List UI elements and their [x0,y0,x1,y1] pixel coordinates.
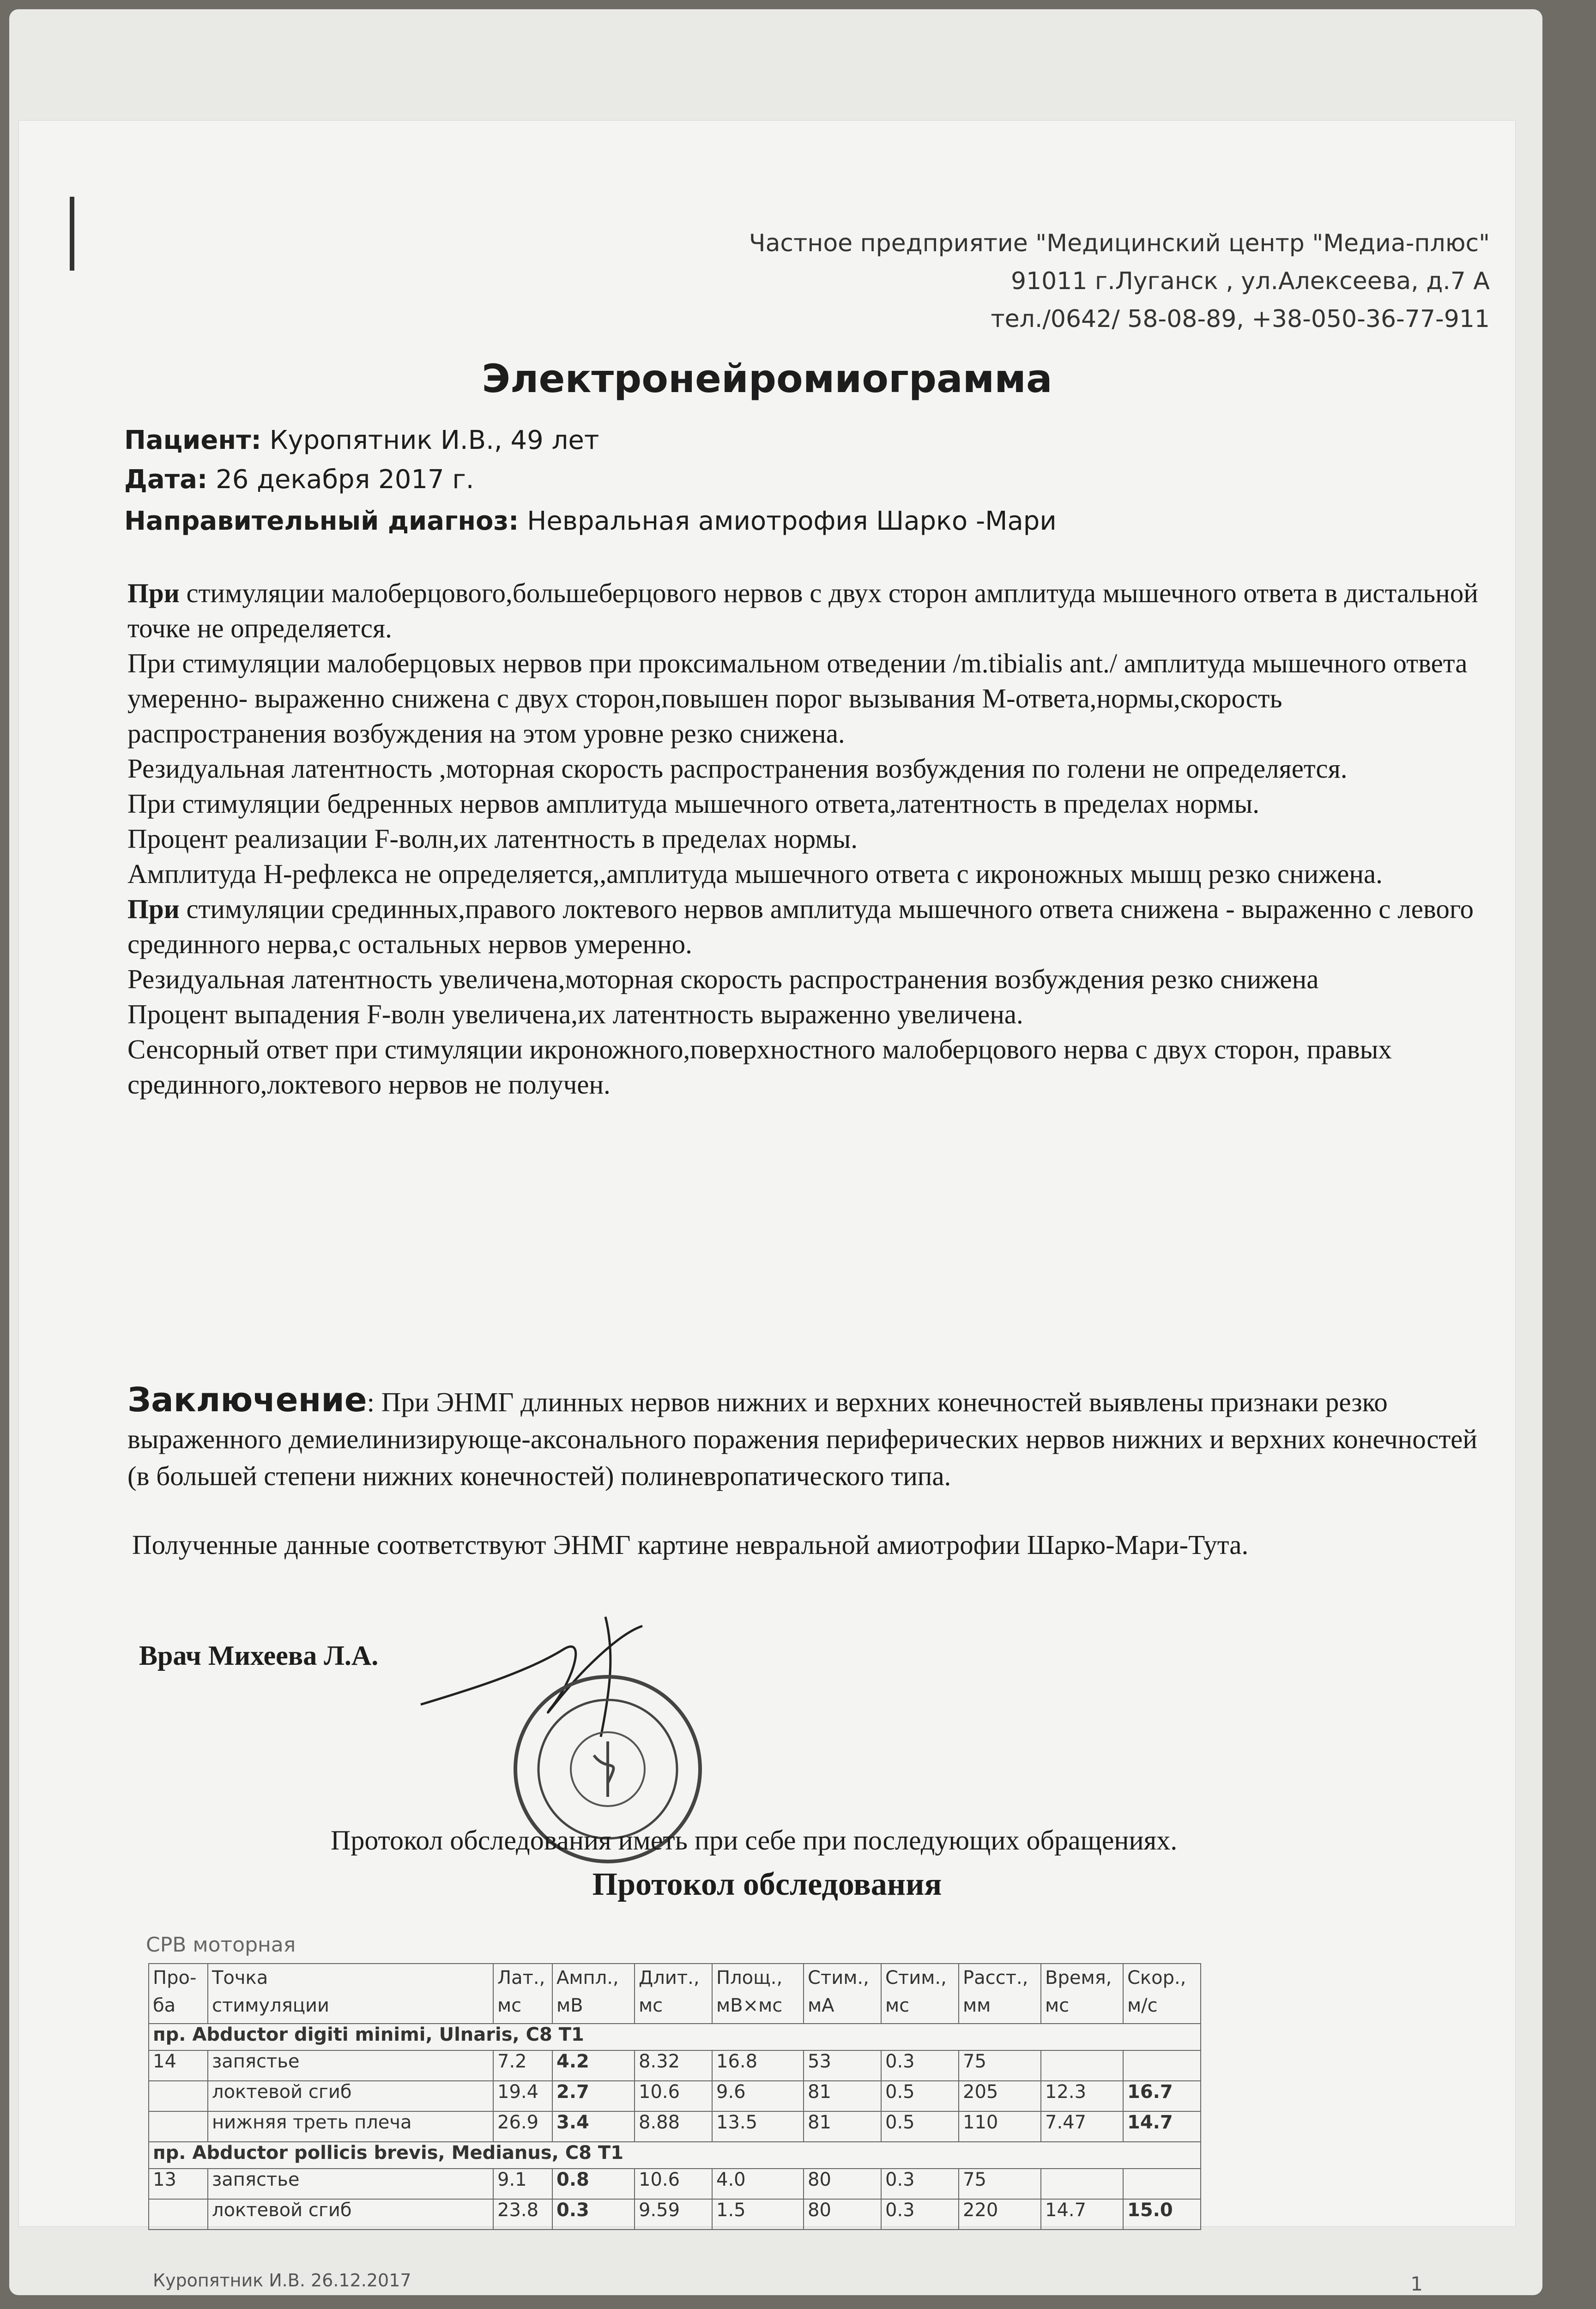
cell: 80 [804,2169,881,2199]
finding-paragraph [127,786,1481,821]
cell: 220 [959,2199,1041,2230]
header-amplitude: Ампл., мВ [552,1964,635,2024]
finding-text: Резидуальная латентность увеличена,моторная скорость распространения возбуждения резко снижена [127,964,1319,994]
finding-paragraph [127,646,1481,751]
table-header-row [149,1964,1201,2024]
finding-text: стимуляции малоберцового,большеберцового нервов с двух сторон амплитуда мышечного ответа в дистальной точке не определяется. [127,578,1478,643]
cell: локтевой сгиб [208,2081,493,2111]
table-row [149,2169,1201,2199]
cell: 13.5 [712,2111,804,2142]
header-stim-ma: Стим., мА [804,1964,881,2024]
document-page [18,120,1516,2295]
cell: 0.5 [881,2111,959,2142]
cell: 14 [149,2050,208,2081]
page-number: 1 [1410,2273,1423,2295]
cell: 10.6 [635,2169,712,2199]
cell [1123,2050,1201,2081]
cell: 75 [959,2169,1041,2199]
finding-text: стимуляции срединных,правого локтевого нервов амплитуда мышечного ответа снижена - выраженно с левого срединного нерва,с остальных нервов умеренно. [127,894,1474,959]
cell: 2.7 [552,2081,635,2111]
cell: 205 [959,2081,1041,2111]
group-title: пр. Abductor digiti minimi, Ulnaris, C8 T1 [149,2024,1201,2050]
finding-text: Процент выпадения F-волн увеличена,их латентность выраженно увеличена. [127,999,1023,1029]
header-time: Время, мс [1041,1964,1123,2024]
footer-text: Куропятник И.В. 26.12.2017 [153,2270,411,2291]
cell: 8.88 [635,2111,712,2142]
finding-text: При стимуляции малоберцовых нервов при проксимальном отведении /m.tibialis ant./ амплитуда мышечного ответа умеренно- выраженно снижена с двух сторон,повышен порог вызывания М-ответа,нормы,скорость распространения возбуждения на этом уровне резко снижена. [127,648,1468,749]
cell: 0.5 [881,2081,959,2111]
finding-paragraph [127,575,1481,646]
cell: локтевой сгиб [208,2199,493,2230]
cell: 0.3 [881,2199,959,2230]
table-row [149,2111,1201,2142]
cell: 8.32 [635,2050,712,2081]
diagnosis-label: Направительный диагноз: [124,506,519,536]
cell: 3.4 [552,2111,635,2142]
group-title: пр. Abductor pollicis brevis, Medianus, C8 T1 [149,2142,1201,2169]
header-latency: Лат., мс [493,1964,552,2024]
date-label: Дата: [124,465,208,495]
cell: 53 [804,2050,881,2081]
header-probe: Про- ба [149,1964,208,2024]
cell: 75 [959,2050,1041,2081]
finding-paragraph [127,891,1481,961]
cell: 14.7 [1123,2111,1201,2142]
diagnosis-line [124,506,1057,536]
table-group-row [149,2142,1201,2169]
cell [149,2111,208,2142]
cell: 26.9 [493,2111,552,2142]
cell: 0.3 [881,2050,959,2081]
patient-line [124,425,599,455]
conclusion-text: : При ЭНМГ длинных нервов нижних и верхних конечностей выявлены признаки резко выраженного демиелинизирующе-аксонального поражения периферических нервов нижних и верхних конечностей (в большей степени нижних конечностей) полиневропатического типа. [127,1387,1477,1491]
finding-text: При стимуляции бедренных нервов амплитуда мышечного ответа,латентность в пределах нормы. [127,788,1260,819]
cell: 0.3 [881,2169,959,2199]
cell: 16.7 [1123,2081,1201,2111]
cell: 110 [959,2111,1041,2142]
header-stim-point: Точка стимуляции [208,1964,493,2024]
letterhead [749,224,1490,338]
finding-text: Амплитуда Н-рефлекса не определяется,,амплитуда мышечного ответа с икроножных мышц резко снижена. [127,858,1383,889]
cell: 1.5 [712,2199,804,2230]
cell [149,2199,208,2230]
cell: запястье [208,2169,493,2199]
cell: 81 [804,2081,881,2111]
cell: 16.8 [712,2050,804,2081]
header-duration: Длит., мс [635,1964,712,2024]
header-velocity: Скор., м/с [1123,1964,1201,2024]
protocol-title: Протокол обследования [592,1867,942,1902]
cell: нижняя треть плеча [208,2111,493,2142]
header-area: Площ., мВ×мс [712,1964,804,2024]
finding-paragraph [127,1032,1481,1102]
finding-lead: При [127,578,180,608]
doctor-name: Врач Михеева Л.А. [139,1640,379,1671]
margin-mark [70,197,74,271]
motor-conduction-table [148,1963,1201,2230]
finding-text: Сенсорный ответ при стимуляции икроножного,поверхностного малоберцового нерва с двух сторон, правых срединного,локтевого нервов не получен. [127,1034,1392,1100]
finding-text: Резидуальная латентность ,моторная скорость распространения возбуждения по голени не определяется. [127,753,1348,784]
cell [1041,2050,1123,2081]
cell: 15.0 [1123,2199,1201,2230]
table-row [149,2199,1201,2230]
conclusion-label: Заключение [127,1380,367,1419]
header-distance: Расст., мм [959,1964,1041,2024]
conclusion [127,1381,1481,1494]
cell: 80 [804,2199,881,2230]
date-line [124,465,474,495]
cell: 23.8 [493,2199,552,2230]
header-stim-ms: Стим., мс [881,1964,959,2024]
protocol-note: Протокол обследования иметь при себе при последующих обращениях. [331,1825,1178,1856]
cell: 9.59 [635,2199,712,2230]
cell: 81 [804,2111,881,2142]
cell [1041,2169,1123,2199]
document-title: Электронейромиограмма [482,356,1052,401]
cell: 0.8 [552,2169,635,2199]
table-caption: СРВ моторная [146,1933,296,1957]
cell: запястье [208,2050,493,2081]
finding-paragraph [127,997,1481,1032]
cell: 4.0 [712,2169,804,2199]
table-group-row [149,2024,1201,2050]
patient-label: Пациент: [124,425,261,455]
finding-paragraph [127,856,1481,891]
org-name: Частное предприятие "Медицинский центр "Медиа-плюс" [749,230,1490,257]
finding-paragraph [127,961,1481,997]
cell: 14.7 [1041,2199,1123,2230]
table-row [149,2081,1201,2111]
cell: 13 [149,2169,208,2199]
finding-paragraph [127,821,1481,856]
finding-lead: При [127,894,180,924]
cell: 9.6 [712,2081,804,2111]
org-address: 91011 г.Луганск , ул.Алексеева, д.7 А [1010,267,1490,295]
result-statement: Полученные данные соответствуют ЭНМГ картине невральной амиотрофии Шарко-Мари-Тута. [132,1529,1249,1560]
cell: 7.47 [1041,2111,1123,2142]
cell: 19.4 [493,2081,552,2111]
date-value: 26 декабря 2017 г. [216,465,474,495]
finding-paragraph [127,751,1481,786]
org-phone: тел./0642/ 58-08-89, +38-050-36-77-911 [991,305,1490,333]
cell [149,2081,208,2111]
findings-text [127,575,1481,1102]
patient-value: Куропятник И.В., 49 лет [269,425,599,455]
finding-text: Процент реализации F-волн,их латентность в пределах нормы. [127,823,858,854]
cell: 7.2 [493,2050,552,2081]
cell: 10.6 [635,2081,712,2111]
cell: 0.3 [552,2199,635,2230]
table-row [149,2050,1201,2081]
diagnosis-value: Невральная амиотрофия Шарко -Мари [527,506,1057,536]
cell [1123,2169,1201,2199]
cell: 4.2 [552,2050,635,2081]
cell: 9.1 [493,2169,552,2199]
cell: 12.3 [1041,2081,1123,2111]
